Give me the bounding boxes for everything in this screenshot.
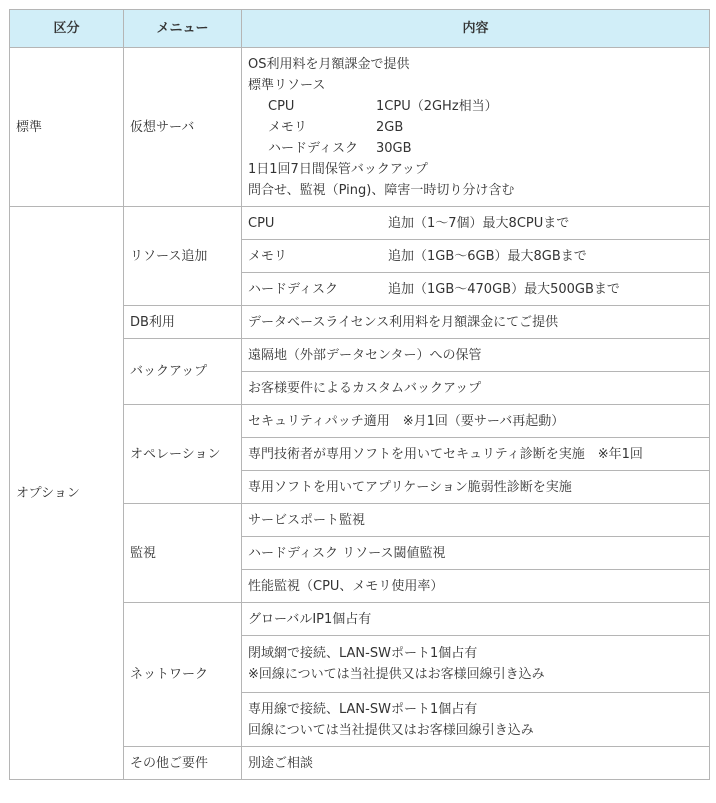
- resource-value: 追加（1GB～470GB）最大500GBまで: [388, 281, 620, 297]
- content-line: 専用線で接続、LAN-SWポート1個占有: [248, 701, 478, 717]
- spec-row-memory: [248, 117, 709, 138]
- resource-key: ハードディスク: [248, 281, 338, 297]
- resource-key: メモリ: [248, 248, 288, 264]
- spec-key: CPU: [268, 98, 295, 114]
- table-row: [10, 48, 710, 207]
- spec-value: 2GB: [376, 119, 404, 135]
- db-content: データベースライセンス利用料を月額課金にてご提供: [242, 306, 710, 339]
- backup-content: 遠隔地（外部データセンター）への保管: [242, 339, 710, 372]
- operation-content: 専用ソフトを用いてアプリケーション脆弱性診断を実施: [242, 471, 710, 504]
- content-line: 回線については当社提供又はお客様回線引き込み: [248, 722, 534, 738]
- service-table: [9, 9, 710, 780]
- menu-db: DB利用: [124, 306, 242, 339]
- content-line: 標準リソース: [248, 77, 326, 93]
- monitor-content: 性能監視（CPU、メモリ使用率）: [242, 570, 710, 603]
- table-row: [10, 207, 710, 240]
- content-line: ※回線については当社提供又はお客様回線引き込み: [248, 667, 545, 682]
- content-line: 閉域網で接続、LAN-SWポート1個占有: [248, 646, 478, 661]
- header-menu: メニュー: [124, 10, 242, 48]
- network-content: グローバルIP1個占有: [242, 603, 710, 636]
- menu-network: ネットワーク: [124, 603, 242, 747]
- category-standard: 標準: [10, 48, 124, 207]
- monitor-content: サービスポート監視: [242, 504, 710, 537]
- network-content: [242, 636, 710, 693]
- content-line: 1日1回7日間保管バックアップ: [248, 161, 428, 177]
- spec-row-hdd: [248, 138, 709, 159]
- resource-cpu: [242, 207, 710, 240]
- spec-key: メモリ: [268, 119, 308, 135]
- network-content: [242, 693, 710, 747]
- other-content: 別途ご相談: [242, 747, 710, 780]
- spec-key: ハードディスク: [268, 140, 358, 156]
- category-option: オプション: [10, 207, 124, 780]
- standard-content: [242, 48, 710, 207]
- menu-other: その他ご要件: [124, 747, 242, 780]
- spec-value: 1CPU（2GHz相当）: [376, 98, 498, 114]
- operation-content: セキュリティパッチ適用 ※月1回（要サーバ再起動）: [242, 405, 710, 438]
- resource-hdd: [242, 273, 710, 306]
- spec-value: 30GB: [376, 140, 412, 156]
- header-category: 区分: [10, 10, 124, 48]
- menu-operation: オペレーション: [124, 405, 242, 504]
- menu-monitor: 監視: [124, 504, 242, 603]
- menu-virtual-server: 仮想サーバ: [124, 48, 242, 207]
- menu-resource: リソース追加: [124, 207, 242, 306]
- operation-content: 専門技術者が専用ソフトを用いてセキュリティ診断を実施 ※年1回: [242, 438, 710, 471]
- menu-backup: バックアップ: [124, 339, 242, 405]
- resource-key: CPU: [248, 215, 275, 231]
- resource-value: 追加（1GB～6GB）最大8GBまで: [388, 248, 587, 264]
- monitor-content: ハードディスク リソース閾値監視: [242, 537, 710, 570]
- content-line: 問合せ、監視（Ping)、障害一時切り分け含む: [248, 182, 515, 198]
- content-line: OS利用料を月額課金で提供: [248, 56, 410, 72]
- backup-content: お客様要件によるカスタムバックアップ: [242, 372, 710, 405]
- resource-value: 追加（1～7個）最大8CPUまで: [388, 215, 570, 231]
- spec-row-cpu: [248, 96, 709, 117]
- header-row: [10, 10, 710, 48]
- header-content: 内容: [242, 10, 710, 48]
- resource-memory: [242, 240, 710, 273]
